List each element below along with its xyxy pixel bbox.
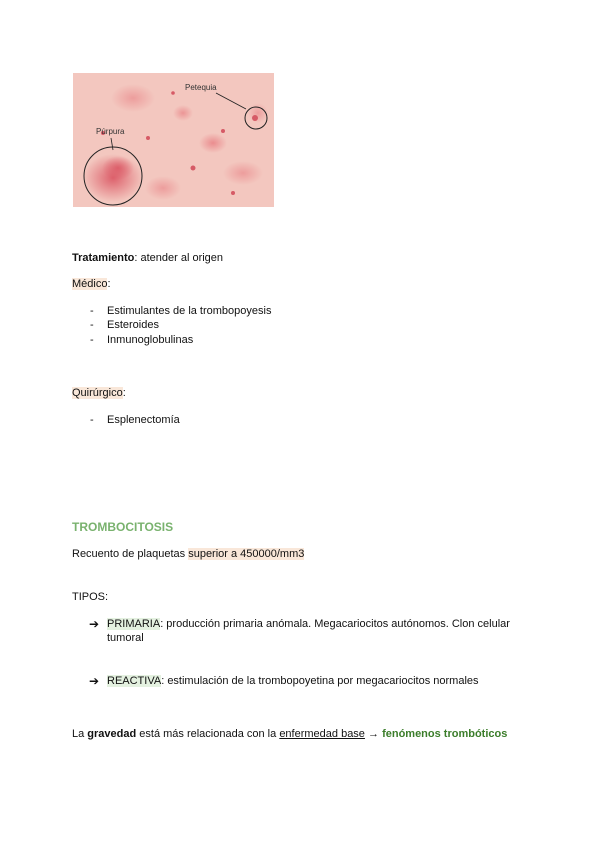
tipos-label: TIPOS: [72,591,109,603]
list-dash: - [90,305,94,317]
gravedad-line [72,727,507,741]
list-dash: - [90,334,94,346]
list-item: Esplenectomía [107,414,180,426]
right-arrow-icon: → [364,728,383,740]
arrow-bullet-icon: ➔ [89,617,100,631]
recuento-text: Recuento de plaquetas [72,548,189,560]
skin-lesion-figure [73,73,274,207]
recuento-highlight: superior a 450000/mm3 [188,548,305,560]
primaria-continuation: tumoral [107,632,144,644]
purpura-label: Púrpura [96,127,125,136]
medico-label: Médico [72,278,108,290]
gravedad-mid: está más relacionada con la [136,728,280,740]
reactiva-label: REACTIVA [107,675,162,687]
trombocitosis-heading: TROMBOCITOSIS [72,520,174,534]
tratamiento-bold: Tratamiento [72,252,135,264]
primaria-line [107,617,510,631]
quirurgico-heading [72,386,126,400]
tratamiento-line [72,251,223,265]
list-item: Esteroides [107,319,159,331]
list-item: Inmunoglobulinas [107,334,194,346]
tratamiento-text: : atender al origen [134,252,224,264]
petequia-label: Petequia [185,83,217,92]
reactiva-line [107,674,479,688]
primaria-label: PRIMARIA [107,618,161,630]
quirurgico-label: Quirúrgico [72,387,123,399]
reactiva-text: : estimulación de la trombopoyetina por megacariocitos normales [161,675,479,687]
list-dash: - [90,414,94,426]
arrow-bullet-icon: ➔ [89,674,100,688]
skin-photo [73,73,274,207]
medico-heading [72,277,111,291]
fenomenos-tromboticos: fenómenos trombóticos [382,728,508,740]
recuento-line [72,547,304,561]
quirurgico-colon: : [122,387,126,399]
gravedad-bold: gravedad [87,728,137,740]
enfermedad-base-underlined: enfermedad base [279,728,365,740]
medico-colon: : [107,278,111,290]
list-dash: - [90,319,94,331]
primaria-text: : producción primaria anómala. Megacariocitos autónomos. Clon celular [160,618,510,630]
list-item: Estimulantes de la trombopoyesis [107,305,272,317]
gravedad-pre: La [72,728,88,740]
